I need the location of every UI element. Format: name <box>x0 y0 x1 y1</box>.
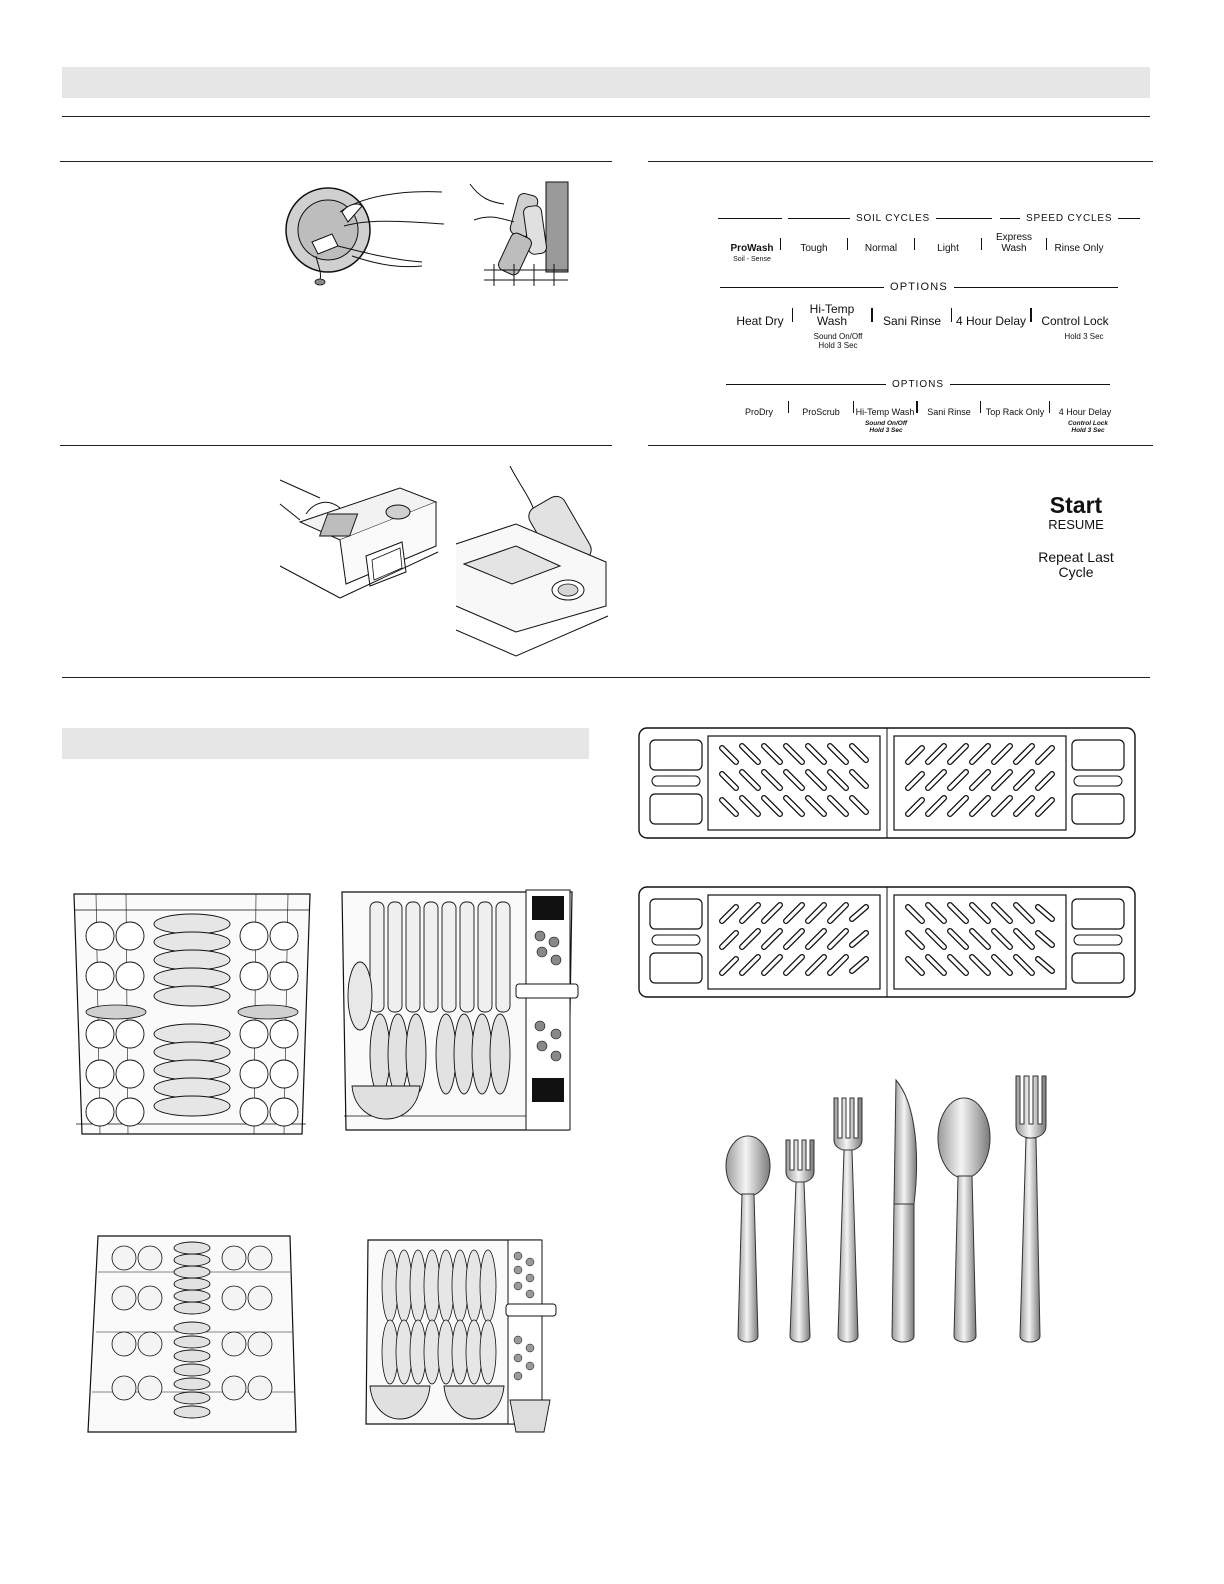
prowash-button[interactable]: ProWash <box>730 242 774 254</box>
load-glasses-illustration <box>470 180 570 290</box>
options-header-c <box>726 379 1110 390</box>
options-c-label: OPTIONS <box>892 379 945 390</box>
proscrub-button[interactable]: ProScrub <box>802 406 840 417</box>
rinse-aid-bottle-illustration <box>456 466 608 658</box>
repeat-last-cycle-button[interactable] <box>1026 550 1126 581</box>
dinner-fork-icon <box>834 1098 862 1342</box>
hi-temp-wash-c-button[interactable]: Hi-Temp Wash <box>855 406 915 417</box>
tablespoon-icon <box>938 1098 990 1178</box>
sound-note-c-line1: Sound On/Off <box>864 420 908 427</box>
control-lock-note-b: Hold 3 Sec <box>1064 332 1104 341</box>
prodry-button[interactable]: ProDry <box>744 406 773 417</box>
scrape-plate-illustration <box>282 182 447 292</box>
options-header-b <box>720 281 1118 293</box>
right-section-rule-2 <box>648 445 1153 446</box>
knife-icon <box>892 1080 917 1342</box>
control-lock-button[interactable]: Control Lock <box>1041 314 1109 329</box>
rinse-only-button[interactable]: Rinse Only <box>1054 242 1104 254</box>
soil-cycles-label: SOIL CYCLES <box>856 213 931 224</box>
lower-rack-illustration-2 <box>360 1236 560 1432</box>
sound-note-c-line2: Hold 3 Sec <box>869 427 903 435</box>
light-button[interactable]: Light <box>937 242 959 254</box>
top-header-bar <box>62 67 1150 98</box>
top-rule <box>62 116 1150 117</box>
upper-rack-illustration-1 <box>66 884 318 1146</box>
control-lock-note-c-line1: Control Lock <box>1067 420 1109 427</box>
sound-note-b-line1: Sound On/Off <box>813 332 863 341</box>
hi-temp-wash-button[interactable]: Hi-Temp Wash <box>809 301 855 329</box>
repeat-label-line1: Repeat Last <box>1038 549 1114 565</box>
middle-rule <box>62 677 1150 678</box>
express-wash-button[interactable]: Express Wash <box>995 232 1033 254</box>
options-row-b <box>728 300 1118 328</box>
left-section-rule-2 <box>60 445 612 446</box>
sound-note-b-line2: Hold 3 Sec <box>818 340 858 350</box>
large-fork-icon <box>1016 1076 1046 1342</box>
loading-header-bar <box>62 728 589 759</box>
repeat-label-line2: Cycle <box>1058 564 1094 581</box>
four-hour-delay-button[interactable]: 4 Hour Delay <box>955 314 1027 329</box>
dispenser-tablet-illustration <box>280 480 438 608</box>
options-b-label: OPTIONS <box>890 281 948 293</box>
options-row-c <box>730 395 1120 417</box>
heat-dry-button[interactable]: Heat Dry <box>736 314 784 329</box>
control-lock-note-c <box>1062 420 1114 434</box>
soil-cycles-header <box>718 213 1140 224</box>
right-section-rule-1 <box>648 161 1153 162</box>
start-label: Start <box>1049 492 1103 518</box>
resume-label: RESUME <box>1048 517 1104 532</box>
normal-button[interactable]: Normal <box>864 242 898 254</box>
start-button[interactable] <box>1036 494 1116 533</box>
upper-rack-illustration-2 <box>84 1232 300 1438</box>
flatware-illustration <box>720 1074 1060 1346</box>
left-section-rule-1 <box>60 161 612 162</box>
basket-cover-illustration-1 <box>638 726 1136 840</box>
speed-cycles-label: SPEED CYCLES <box>1026 213 1113 224</box>
lower-rack-illustration-1 <box>336 886 578 1140</box>
teaspoon-icon <box>726 1136 770 1196</box>
top-rack-only-button[interactable]: Top Rack Only <box>985 406 1045 417</box>
salad-fork-icon <box>786 1140 814 1342</box>
sani-rinse-button[interactable]: Sani Rinse <box>882 314 942 329</box>
soil-cycles-row <box>724 232 1111 254</box>
soil-sense-label: Soil - Sense <box>733 256 771 263</box>
sound-note-b <box>796 333 880 351</box>
sound-note-c <box>854 420 918 434</box>
sani-rinse-c-button[interactable]: Sani Rinse <box>927 406 971 417</box>
four-hour-delay-c-button[interactable]: 4 Hour Delay <box>1058 406 1112 417</box>
basket-cover-illustration-2 <box>638 885 1136 999</box>
control-lock-note-c-line2: Hold 3 Sec <box>1071 427 1105 435</box>
tough-button[interactable]: Tough <box>800 242 828 254</box>
